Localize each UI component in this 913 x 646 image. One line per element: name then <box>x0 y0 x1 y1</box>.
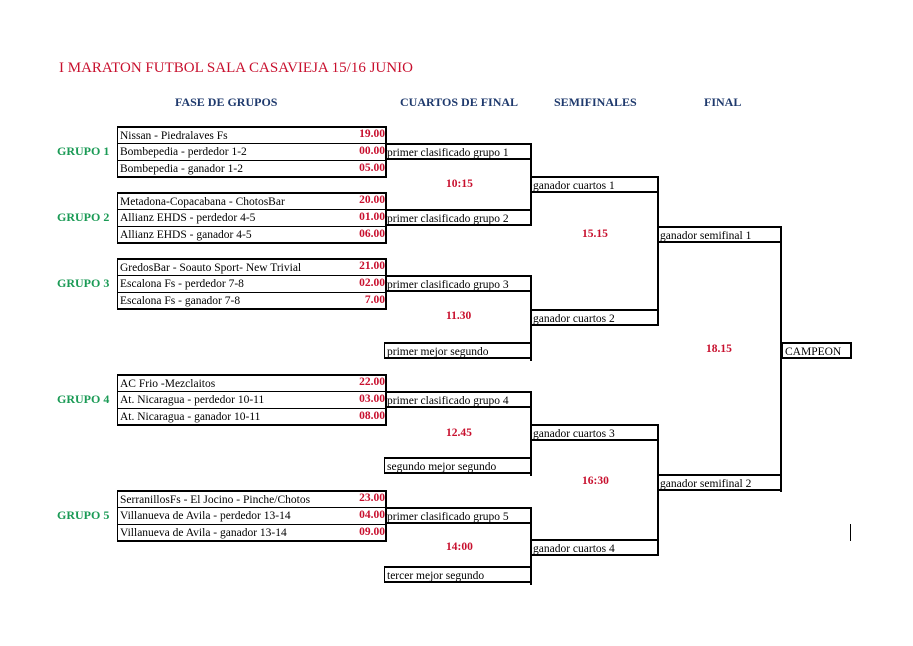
quarter-slot: segundo mejor segundo <box>384 457 532 474</box>
match-teams: AC Frio -Mezclaitos <box>120 378 216 390</box>
match-time: 05.00 <box>359 162 385 174</box>
match-time: 23.00 <box>359 492 385 504</box>
match-time: 06.00 <box>359 228 385 240</box>
quarter-slot: primer clasificado grupo 2 <box>385 209 532 226</box>
match-teams: Escalona Fs - ganador 7-8 <box>120 295 241 307</box>
match-time: 09.00 <box>359 526 385 538</box>
header-quarters: CUARTOS DE FINAL <box>400 95 519 109</box>
match-teams: Nissan - Piedralaves Fs <box>120 130 228 142</box>
match-time: 00.00 <box>359 145 385 157</box>
quarter-slot: primer clasificado grupo 4 <box>385 391 532 408</box>
quarter-time: 12.45 <box>446 427 472 439</box>
group-label-3: GRUPO 3 <box>57 276 110 290</box>
group-label-5: GRUPO 5 <box>57 508 110 522</box>
champion-box: CAMPEON <box>781 342 852 359</box>
semi-slot: ganador cuartos 2 <box>531 309 659 326</box>
semi-slot: ganador cuartos 4 <box>531 539 659 556</box>
quarter-slot: tercer mejor segundo <box>384 566 532 583</box>
divider <box>850 524 851 541</box>
group-label-1: GRUPO 1 <box>57 144 110 158</box>
quarter-slot: primer clasificado grupo 3 <box>385 275 532 292</box>
match-time: 03.00 <box>359 393 385 405</box>
match-teams: Metadona-Copacabana - ChotosBar <box>120 196 285 208</box>
final-slot: ganador semifinal 1 <box>658 226 782 243</box>
final-slot: ganador semifinal 2 <box>658 474 782 491</box>
bracket-line <box>657 176 659 326</box>
match-time: 22.00 <box>359 376 385 388</box>
semi-time: 15.15 <box>582 228 608 240</box>
match-teams: Bombepedia - perdedor 1-2 <box>120 146 247 158</box>
semi-time: 16:30 <box>582 475 609 487</box>
quarter-time: 14:00 <box>446 541 473 553</box>
quarter-slot: primer mejor segundo <box>384 342 532 359</box>
match-teams: Villanueva de Avila - ganador 13-14 <box>120 527 287 539</box>
quarter-time: 10:15 <box>446 178 473 190</box>
match-teams: Escalona Fs - perdedor 7-8 <box>120 278 244 290</box>
match-teams: At. Nicaragua - ganador 10-11 <box>120 411 261 423</box>
match-time: 20.00 <box>359 194 385 206</box>
semi-slot: ganador cuartos 3 <box>531 424 659 441</box>
match-time: 19.00 <box>359 128 385 140</box>
header-groups: FASE DE GRUPOS <box>175 95 278 109</box>
match-time: 08.00 <box>359 410 385 422</box>
bracket-line <box>530 193 532 226</box>
match-teams: Bombepedia - ganador 1-2 <box>120 163 243 175</box>
quarter-slot: primer clasificado grupo 5 <box>385 507 532 524</box>
match-time: 7.00 <box>364 294 385 306</box>
header-final: FINAL <box>704 95 742 109</box>
match-teams: At. Nicaragua - perdedor 10-11 <box>120 394 265 406</box>
match-time: 01.00 <box>359 211 385 223</box>
header-semis: SEMIFINALES <box>554 95 637 109</box>
match-teams: Allianz EHDS - perdedor 4-5 <box>120 212 256 224</box>
group-label-2: GRUPO 2 <box>57 210 110 224</box>
quarter-slot: primer clasificado grupo 1 <box>385 143 532 160</box>
match-teams: GredosBar - Soauto Sport- New Trivial <box>120 262 302 274</box>
match-teams: Allianz EHDS - ganador 4-5 <box>120 229 252 241</box>
match-time: 21.00 <box>359 260 385 272</box>
bracket-line <box>780 226 782 492</box>
match-time: 02.00 <box>359 277 385 289</box>
match-teams: SerranillosFs - El Jocino - Pinche/Chotos <box>120 494 311 506</box>
match-time: 04.00 <box>359 509 385 521</box>
match-teams: Villanueva de Avila - perdedor 13-14 <box>120 510 291 522</box>
final-time: 18.15 <box>706 343 732 355</box>
group-label-4: GRUPO 4 <box>57 392 110 406</box>
quarter-time: 11.30 <box>446 310 472 322</box>
semi-slot: ganador cuartos 1 <box>531 176 659 193</box>
page-title: I MARATON FUTBOL SALA CASAVIEJA 15/16 JUNIO <box>59 60 413 76</box>
